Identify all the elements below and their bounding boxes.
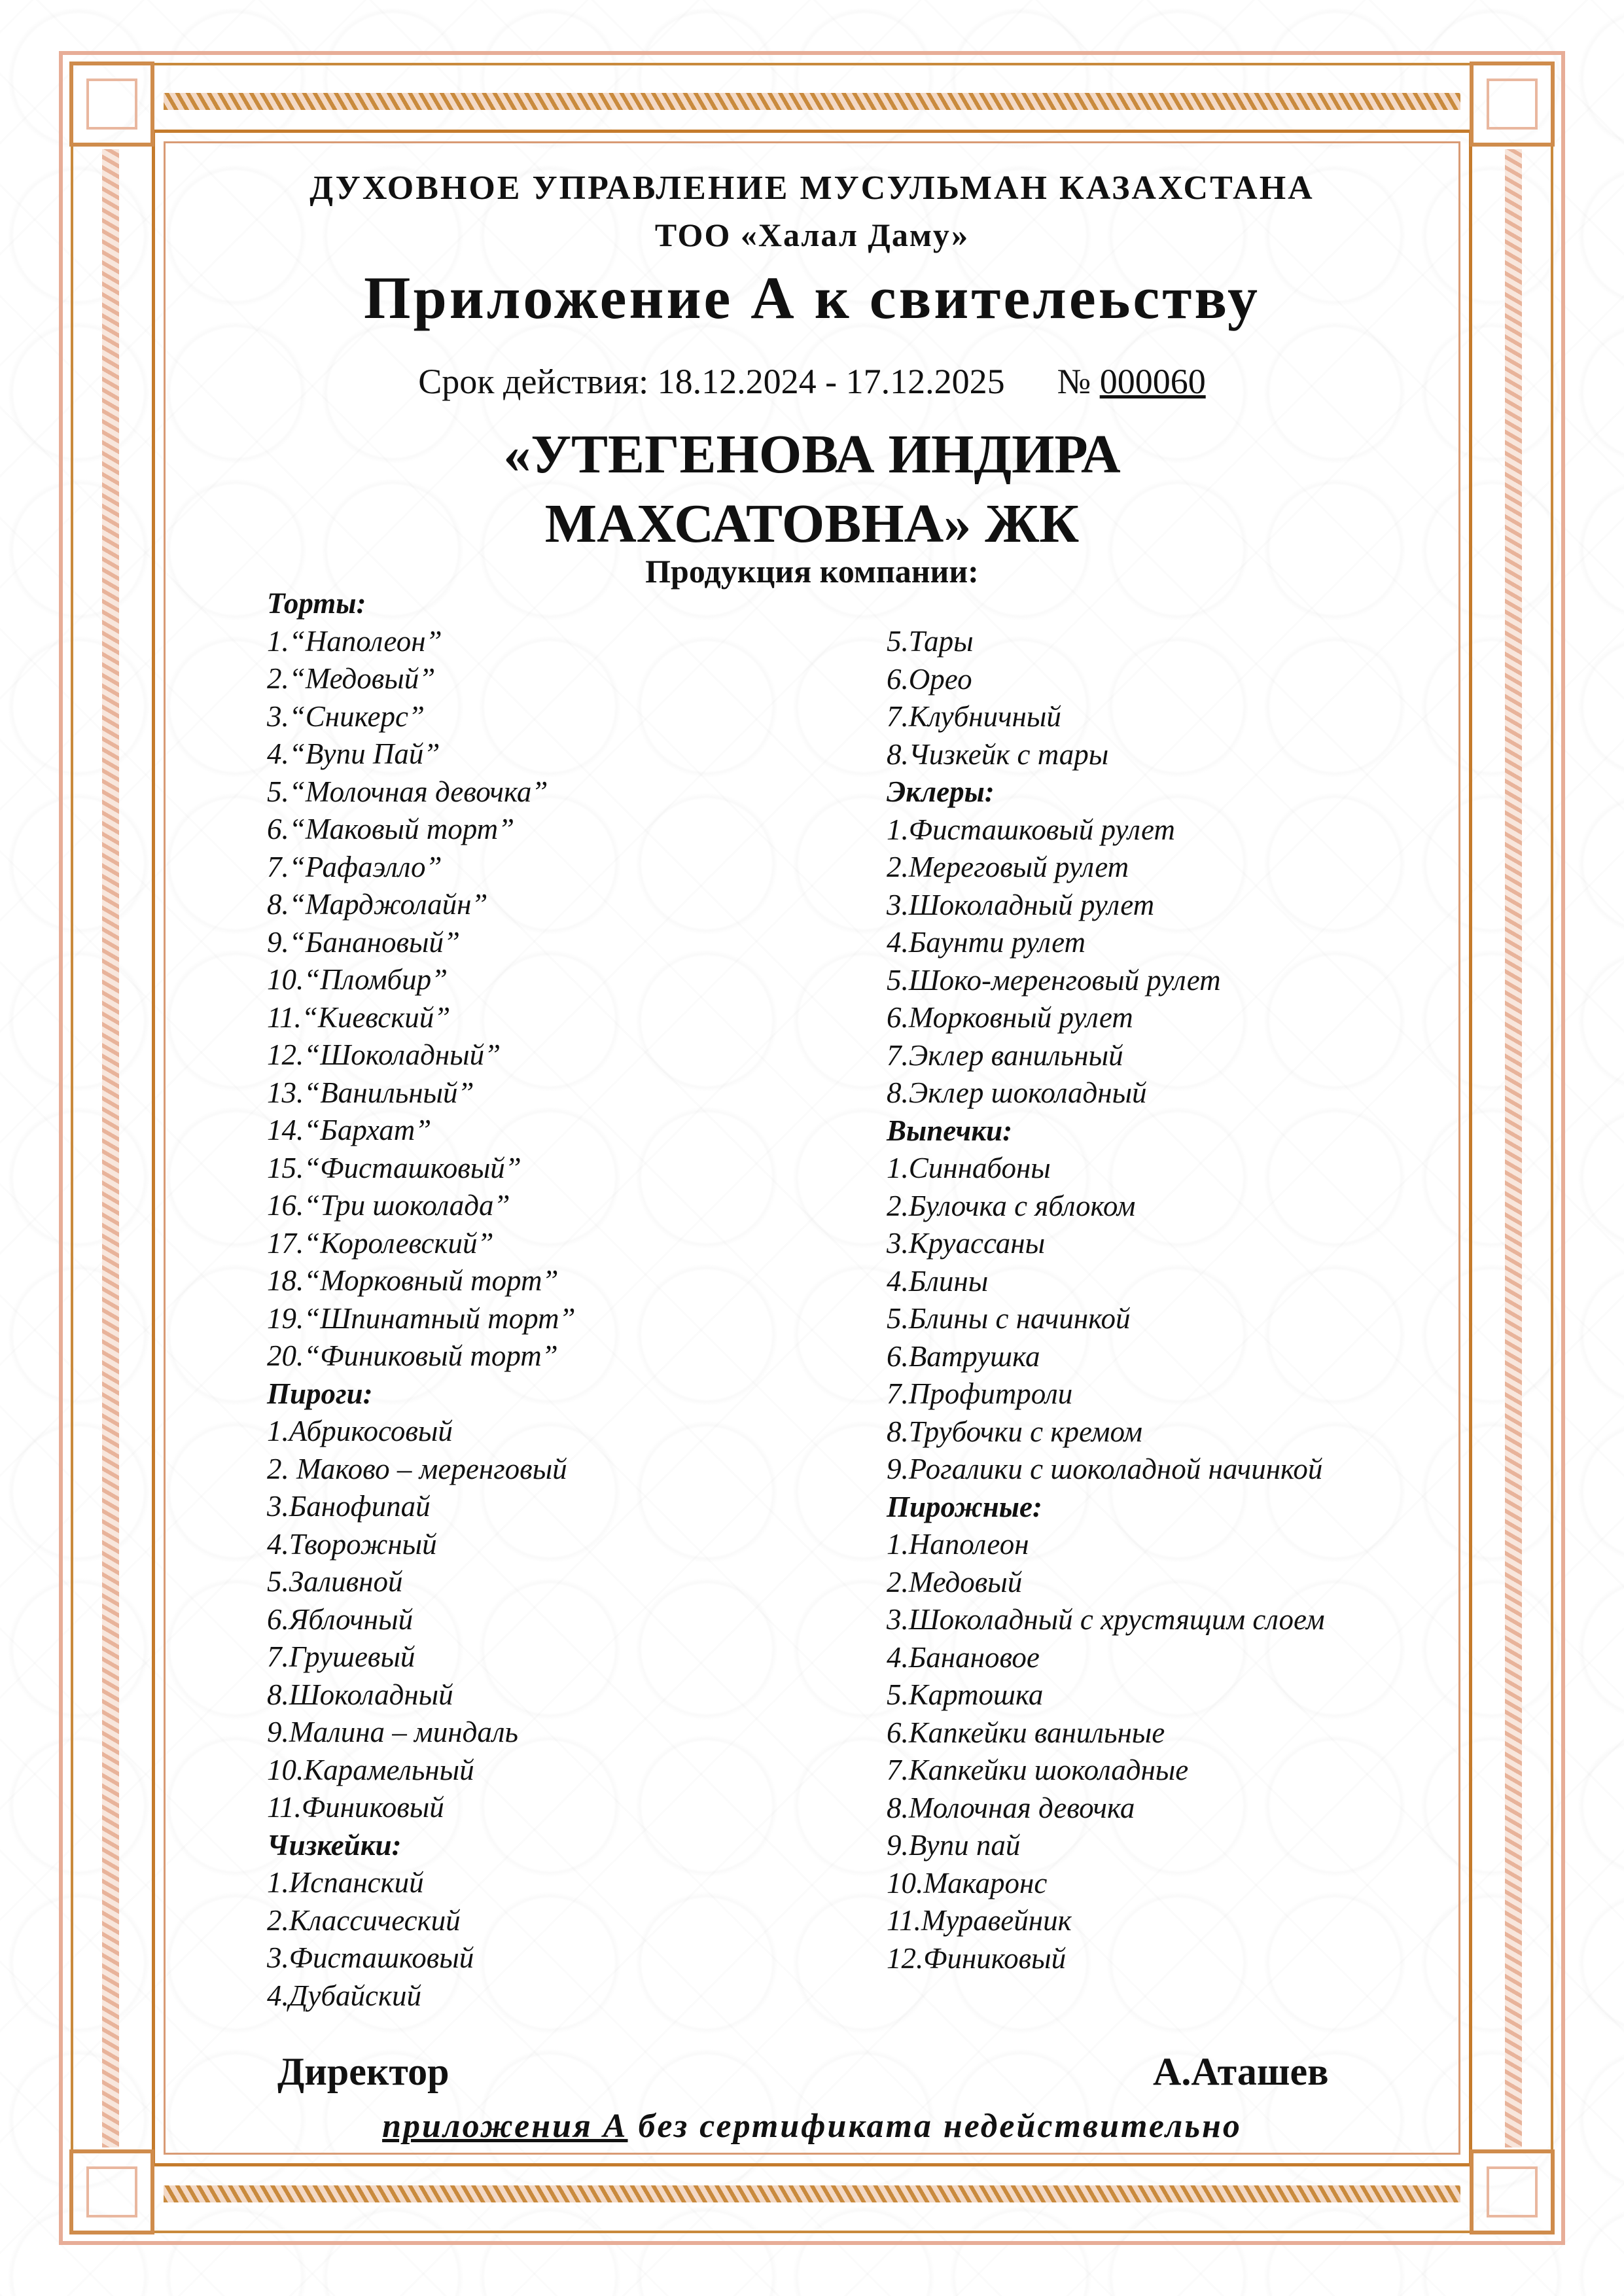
product-item: 6.Морковный рулет	[887, 1001, 1133, 1034]
product-item: 4.Банановое	[887, 1640, 1040, 1674]
product-item: 17.“Королевский”	[267, 1226, 494, 1260]
product-item: 8.Молочная девочка	[887, 1791, 1135, 1824]
product-item: 1.Абрикосовый	[267, 1415, 453, 1447]
company-name-line-1: «УТЕГЕНОВА ИНДИРА	[503, 424, 1121, 485]
product-section-heading: Эклеры:	[887, 775, 995, 808]
product-section-heading: Торты:	[267, 587, 366, 620]
product-item: 10.Макаронс	[887, 1866, 1048, 1899]
footer-notice	[0, 2107, 1624, 2146]
product-item: 14.“Бархат”	[267, 1114, 432, 1146]
suborganization-name: ТОО «Халал Даму»	[654, 217, 970, 253]
product-item: 9.Вупи пай	[887, 1829, 1021, 1862]
product-item: 1.Синнабоны	[887, 1152, 1051, 1184]
product-item: 3.Фисташковый	[267, 1941, 474, 1974]
product-item: 12.“Шоколадный”	[267, 1038, 501, 1071]
product-item: 7.Капкейки шоколадные	[887, 1754, 1189, 1786]
product-item: 2.Мереговый рулет	[887, 851, 1129, 883]
product-item: 11.Муравейник	[887, 1904, 1072, 1937]
product-item: 8.Трубочки с кремом	[887, 1415, 1143, 1448]
product-item: 4.Блины	[887, 1264, 989, 1298]
product-item: 16.“Три шоколада”	[267, 1189, 510, 1222]
product-item: 5.Блины с начинкой	[887, 1302, 1131, 1335]
document-title: Приложение А к свителеьству	[364, 264, 1260, 331]
product-item: 11.Финиковый	[267, 1791, 444, 1824]
product-item: 5.Заливной	[267, 1565, 403, 1598]
corner-ornament-top-right	[1470, 62, 1555, 147]
product-item: 2.Булочка с яблоком	[887, 1189, 1136, 1222]
corner-ornament-bottom-left	[69, 2149, 154, 2234]
product-item: 4.Дубайский	[267, 1979, 422, 2012]
product-item: 4.Творожный	[267, 1527, 437, 1561]
product-item: 20.“Финиковый торт”	[267, 1339, 558, 1372]
corner-ornament-bottom-right	[1470, 2149, 1555, 2234]
company-name	[0, 420, 1624, 559]
product-item: 3.Шоколадный с хрустящим слоем	[887, 1603, 1325, 1636]
top-rope-border	[164, 93, 1460, 110]
product-item: 10.Карамельный	[267, 1753, 474, 1786]
product-section-heading: Чизкейки:	[267, 1828, 402, 1862]
product-item: 3.Банофипай	[267, 1490, 431, 1523]
validity-line	[0, 361, 1624, 402]
product-item: 6.Яблочный	[267, 1602, 414, 1636]
product-item: 3.Круассаны	[887, 1227, 1046, 1260]
product-item: 6.Орео	[887, 662, 972, 696]
product-item: 5.Шоко-меренговый рулет	[887, 963, 1221, 997]
product-item: 1.Испанский	[267, 1866, 424, 1899]
product-item: 18.“Морковный торт”	[267, 1264, 559, 1297]
product-item: 4.Баунти рулет	[887, 926, 1086, 959]
product-item: 2.Классический	[267, 1903, 461, 1937]
product-item: 9.Малина – миндаль	[267, 1716, 518, 1748]
number-sign: №	[1057, 362, 1091, 401]
product-section-heading: Пирожные:	[887, 1490, 1042, 1523]
product-section-heading: Пироги:	[267, 1377, 373, 1410]
product-item: 2. Маково – меренговый	[267, 1452, 567, 1485]
product-item: 7.Клубничный	[887, 700, 1061, 733]
product-item: 15.“Фисташковый”	[267, 1151, 521, 1184]
product-item: 8.Эклер шоколадный	[887, 1076, 1147, 1109]
product-item: 8.Шоколадный	[267, 1678, 453, 1711]
product-item: 10.“Пломбир”	[267, 963, 448, 996]
product-item: 9.“Банановый”	[267, 925, 461, 959]
product-item: 6.“Маковый торт”	[267, 813, 515, 845]
footer-underlined: приложения А	[382, 2108, 628, 2145]
product-item: 8.“Марджолайн”	[267, 888, 488, 921]
products-heading: Продукция компании:	[645, 553, 979, 590]
product-item: 3.Шоколадный рулет	[887, 888, 1155, 921]
product-item: 6.Ватрушка	[887, 1339, 1040, 1373]
signature-position: Директор	[277, 2050, 450, 2093]
products-right-column	[887, 623, 1475, 1977]
product-item: 13.“Ванильный”	[267, 1076, 474, 1109]
product-item: 8.Чизкейк с тары	[887, 737, 1109, 771]
signature-name: А.Аташев	[1153, 2050, 1329, 2093]
product-item: 1.Фисташковый рулет	[887, 813, 1175, 846]
product-item: 6.Капкейки ванильные	[887, 1716, 1165, 1749]
number-value: 000060	[1099, 362, 1206, 401]
product-item: 5.Картошка	[887, 1678, 1044, 1711]
product-item: 2.“Медовый”	[267, 662, 436, 695]
product-item: 7.Профитроли	[887, 1377, 1073, 1410]
product-item: 7.Эклер ванильный	[887, 1038, 1123, 1072]
organization-name: ДУХОВНОЕ УПРАВЛЕНИЕ МУСУЛЬМАН КАЗАХСТАНА	[309, 169, 1315, 207]
corner-ornament-top-left	[69, 62, 154, 147]
footer-rest: без сертификата недействительно	[627, 2108, 1242, 2145]
company-name-line-2: МАХСАТОВНА» ЖК	[544, 493, 1080, 554]
product-item: 9.Рогалики с шоколадной начинкой	[887, 1453, 1323, 1485]
validity-period: Срок действия: 18.12.2024 - 17.12.2025	[418, 362, 1005, 401]
bottom-rope-border	[164, 2185, 1460, 2202]
product-item: 3.“Сникерс”	[267, 699, 425, 733]
product-section-heading: Выпечки:	[887, 1114, 1013, 1147]
product-item: 7.“Рафаэлло”	[267, 850, 442, 883]
product-item: 4.“Вупи Пай”	[267, 737, 440, 770]
product-item: 1.Наполеон	[887, 1528, 1029, 1561]
product-item: 7.Грушевый	[267, 1640, 415, 1673]
product-item: 2.Медовый	[887, 1565, 1023, 1598]
product-item: 12.Финиковый	[887, 1941, 1067, 1975]
product-item: 5.“Молочная девочка”	[267, 775, 548, 808]
certificate-number	[1057, 362, 1206, 401]
product-item: 11.“Киевский”	[267, 1000, 451, 1034]
product-item: 19.“Шпинатный торт”	[267, 1301, 576, 1335]
products-left-column	[267, 585, 856, 2015]
product-item: 5.Тары	[887, 625, 974, 658]
product-item: 1.“Наполеон”	[267, 624, 442, 658]
